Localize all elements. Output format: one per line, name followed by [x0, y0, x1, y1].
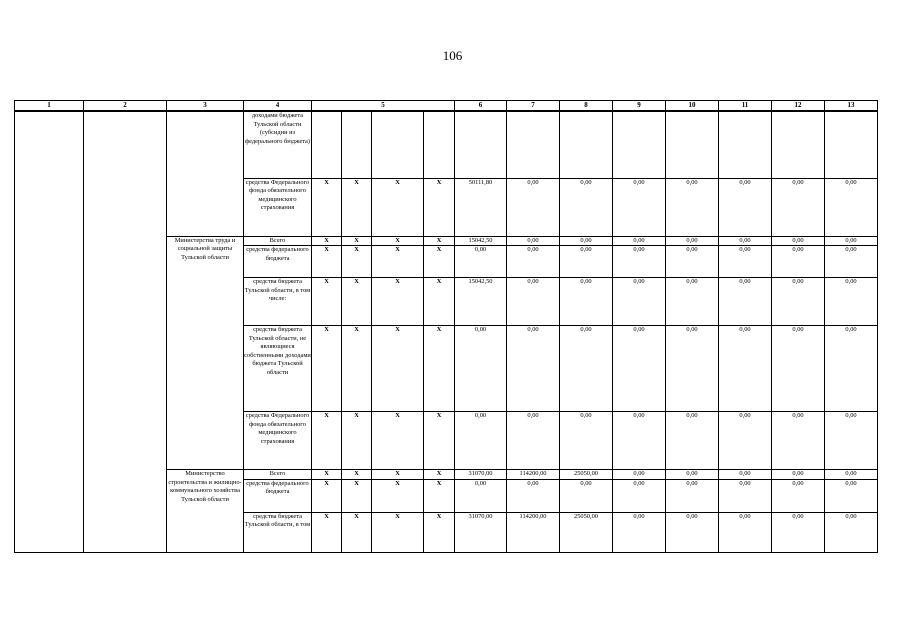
x-mark-cell: X: [342, 512, 372, 552]
value-cell: 0,00: [825, 178, 878, 236]
table-header-row: [15, 101, 878, 112]
value-cell: 0,00: [772, 412, 825, 470]
header-cell: 4: [244, 101, 312, 112]
funding-source-label: средства бюджета Тульской области, не являющиеся собственными доходами бюджета Тульской области: [244, 326, 312, 412]
x-mark-cell: X: [342, 178, 372, 236]
value-cell: 0,00: [613, 512, 666, 552]
x-mark-cell: [424, 111, 455, 178]
value-cell: 0,00: [719, 246, 772, 278]
x-mark-cell: X: [342, 470, 372, 480]
value-cell: 0,00: [507, 236, 560, 246]
x-mark-cell: X: [342, 278, 372, 326]
x-mark-cell: X: [312, 246, 342, 278]
value-cell: 0,00: [560, 479, 613, 512]
value-cell: 0,00: [666, 412, 719, 470]
value-cell: 0,00: [507, 278, 560, 326]
x-mark-cell: X: [312, 479, 342, 512]
value-cell: 0,00: [613, 479, 666, 512]
funding-source-label: средства бюджета Тульской области, в том: [244, 512, 312, 552]
x-mark-cell: X: [312, 412, 342, 470]
x-mark-cell: X: [424, 326, 455, 412]
organization-cell: [167, 111, 244, 236]
value-cell: 0,00: [719, 236, 772, 246]
value-cell: [825, 111, 878, 178]
funding-source-label: средства федерального бюджета: [244, 479, 312, 512]
value-cell: 0,00: [719, 278, 772, 326]
value-cell: 0,00: [560, 412, 613, 470]
funding-source-label: средства бюджета Тульской области, в том числе:: [244, 278, 312, 326]
x-mark-cell: X: [312, 326, 342, 412]
x-mark-cell: X: [372, 178, 424, 236]
x-mark-cell: X: [312, 512, 342, 552]
value-cell: [455, 111, 507, 178]
value-cell: 0,00: [825, 470, 878, 480]
x-mark-cell: X: [372, 246, 424, 278]
value-cell: 0,00: [719, 178, 772, 236]
funding-source-label: средства Федерального фонда обязательного медицинского страхования: [244, 178, 312, 236]
x-mark-cell: X: [424, 278, 455, 326]
header-cell: 13: [825, 101, 878, 112]
value-cell: 0,00: [613, 246, 666, 278]
header-cell: 2: [84, 101, 167, 112]
value-cell: 0,00: [772, 470, 825, 480]
value-cell: 50111,80: [455, 178, 507, 236]
value-cell: 25050,00: [560, 470, 613, 480]
x-mark-cell: X: [372, 326, 424, 412]
value-cell: [507, 111, 560, 178]
value-cell: [560, 111, 613, 178]
value-cell: 0,00: [772, 278, 825, 326]
value-cell: 0,00: [613, 470, 666, 480]
x-mark-cell: X: [312, 236, 342, 246]
x-mark-cell: X: [424, 412, 455, 470]
header-cell: 1: [15, 101, 84, 112]
table-row: [15, 111, 878, 178]
value-cell: 0,00: [825, 412, 878, 470]
value-cell: 0,00: [507, 178, 560, 236]
header-cell: 9: [613, 101, 666, 112]
value-cell: 0,00: [507, 412, 560, 470]
value-cell: 0,00: [772, 479, 825, 512]
value-cell: 0,00: [719, 470, 772, 480]
value-cell: 25050,00: [560, 512, 613, 552]
value-cell: 0,00: [560, 178, 613, 236]
header-cell: 5: [312, 101, 455, 112]
x-mark-cell: X: [342, 412, 372, 470]
value-cell: 0,00: [825, 512, 878, 552]
value-cell: 0,00: [772, 178, 825, 236]
value-cell: 114200,00: [507, 470, 560, 480]
value-cell: 114200,00: [507, 512, 560, 552]
value-cell: 0,00: [719, 412, 772, 470]
x-mark-cell: X: [424, 246, 455, 278]
value-cell: 0,00: [666, 246, 719, 278]
x-mark-cell: X: [372, 412, 424, 470]
value-cell: 0,00: [455, 326, 507, 412]
value-cell: 0,00: [772, 326, 825, 412]
x-mark-cell: [312, 111, 342, 178]
x-mark-cell: X: [372, 512, 424, 552]
value-cell: 0,00: [825, 278, 878, 326]
value-cell: [666, 111, 719, 178]
funding-source-label: средства федерального бюджета: [244, 246, 312, 278]
header-cell: 6: [455, 101, 507, 112]
value-cell: 0,00: [825, 246, 878, 278]
value-cell: 0,00: [560, 236, 613, 246]
x-mark-cell: X: [342, 479, 372, 512]
value-cell: 0,00: [772, 512, 825, 552]
x-mark-cell: X: [424, 512, 455, 552]
header-cell: 12: [772, 101, 825, 112]
x-mark-cell: X: [372, 479, 424, 512]
value-cell: 0,00: [560, 326, 613, 412]
x-mark-cell: X: [312, 470, 342, 480]
x-mark-cell: X: [342, 246, 372, 278]
x-mark-cell: X: [424, 178, 455, 236]
value-cell: 0,00: [507, 246, 560, 278]
col1-cell: [15, 111, 84, 552]
value-cell: 0,00: [613, 278, 666, 326]
value-cell: 0,00: [772, 236, 825, 246]
value-cell: 0,00: [455, 412, 507, 470]
value-cell: 0,00: [666, 278, 719, 326]
x-mark-cell: X: [372, 278, 424, 326]
value-cell: 0,00: [719, 479, 772, 512]
value-cell: 0,00: [719, 326, 772, 412]
value-cell: 0,00: [613, 412, 666, 470]
value-cell: 0,00: [507, 326, 560, 412]
x-mark-cell: X: [372, 470, 424, 480]
value-cell: 0,00: [719, 512, 772, 552]
x-mark-cell: X: [342, 326, 372, 412]
x-mark-cell: X: [424, 470, 455, 480]
value-cell: 0,00: [666, 326, 719, 412]
col2-cell: [84, 111, 167, 552]
value-cell: 31070,00: [455, 470, 507, 480]
header-cell: 11: [719, 101, 772, 112]
x-mark-cell: X: [312, 178, 342, 236]
x-mark-cell: X: [424, 236, 455, 246]
header-cell: 3: [167, 101, 244, 112]
value-cell: 0,00: [455, 479, 507, 512]
value-cell: 0,00: [825, 326, 878, 412]
x-mark-cell: X: [342, 236, 372, 246]
value-cell: 0,00: [560, 246, 613, 278]
page-number: 106: [442, 48, 463, 63]
value-cell: 0,00: [507, 479, 560, 512]
value-cell: 0,00: [613, 326, 666, 412]
organization-cell: Министерства труда и социальной защиты Тульской области: [167, 236, 244, 470]
header-cell: 7: [507, 101, 560, 112]
value-cell: 0,00: [825, 236, 878, 246]
x-mark-cell: [372, 111, 424, 178]
value-cell: 0,00: [613, 178, 666, 236]
organization-cell: Министерство строительства и жилищно-коммунального хозяйства Тульской области: [167, 470, 244, 553]
value-cell: 0,00: [560, 278, 613, 326]
header-cell: 10: [666, 101, 719, 112]
value-cell: 0,00: [666, 470, 719, 480]
value-cell: 0,00: [666, 178, 719, 236]
x-mark-cell: [342, 111, 372, 178]
funding-source-label: Всего: [244, 236, 312, 246]
budget-table: [14, 100, 878, 553]
header-cell: 8: [560, 101, 613, 112]
x-mark-cell: X: [312, 278, 342, 326]
value-cell: 15042,50: [455, 278, 507, 326]
value-cell: 31070,00: [455, 512, 507, 552]
value-cell: [772, 111, 825, 178]
value-cell: 0,00: [666, 236, 719, 246]
value-cell: 0,00: [613, 236, 666, 246]
value-cell: 15042,50: [455, 236, 507, 246]
value-cell: [613, 111, 666, 178]
value-cell: 0,00: [455, 246, 507, 278]
value-cell: 0,00: [666, 512, 719, 552]
value-cell: 0,00: [772, 246, 825, 278]
funding-source-label: доходами бюджета Тульской области (субсидии из федерального бюджета): [244, 111, 312, 178]
funding-source-label: Всего: [244, 470, 312, 480]
value-cell: [719, 111, 772, 178]
x-mark-cell: X: [424, 479, 455, 512]
funding-source-label: средства Федерального фонда обязательного медицинского страхования: [244, 412, 312, 470]
value-cell: 0,00: [825, 479, 878, 512]
x-mark-cell: X: [372, 236, 424, 246]
value-cell: 0,00: [666, 479, 719, 512]
